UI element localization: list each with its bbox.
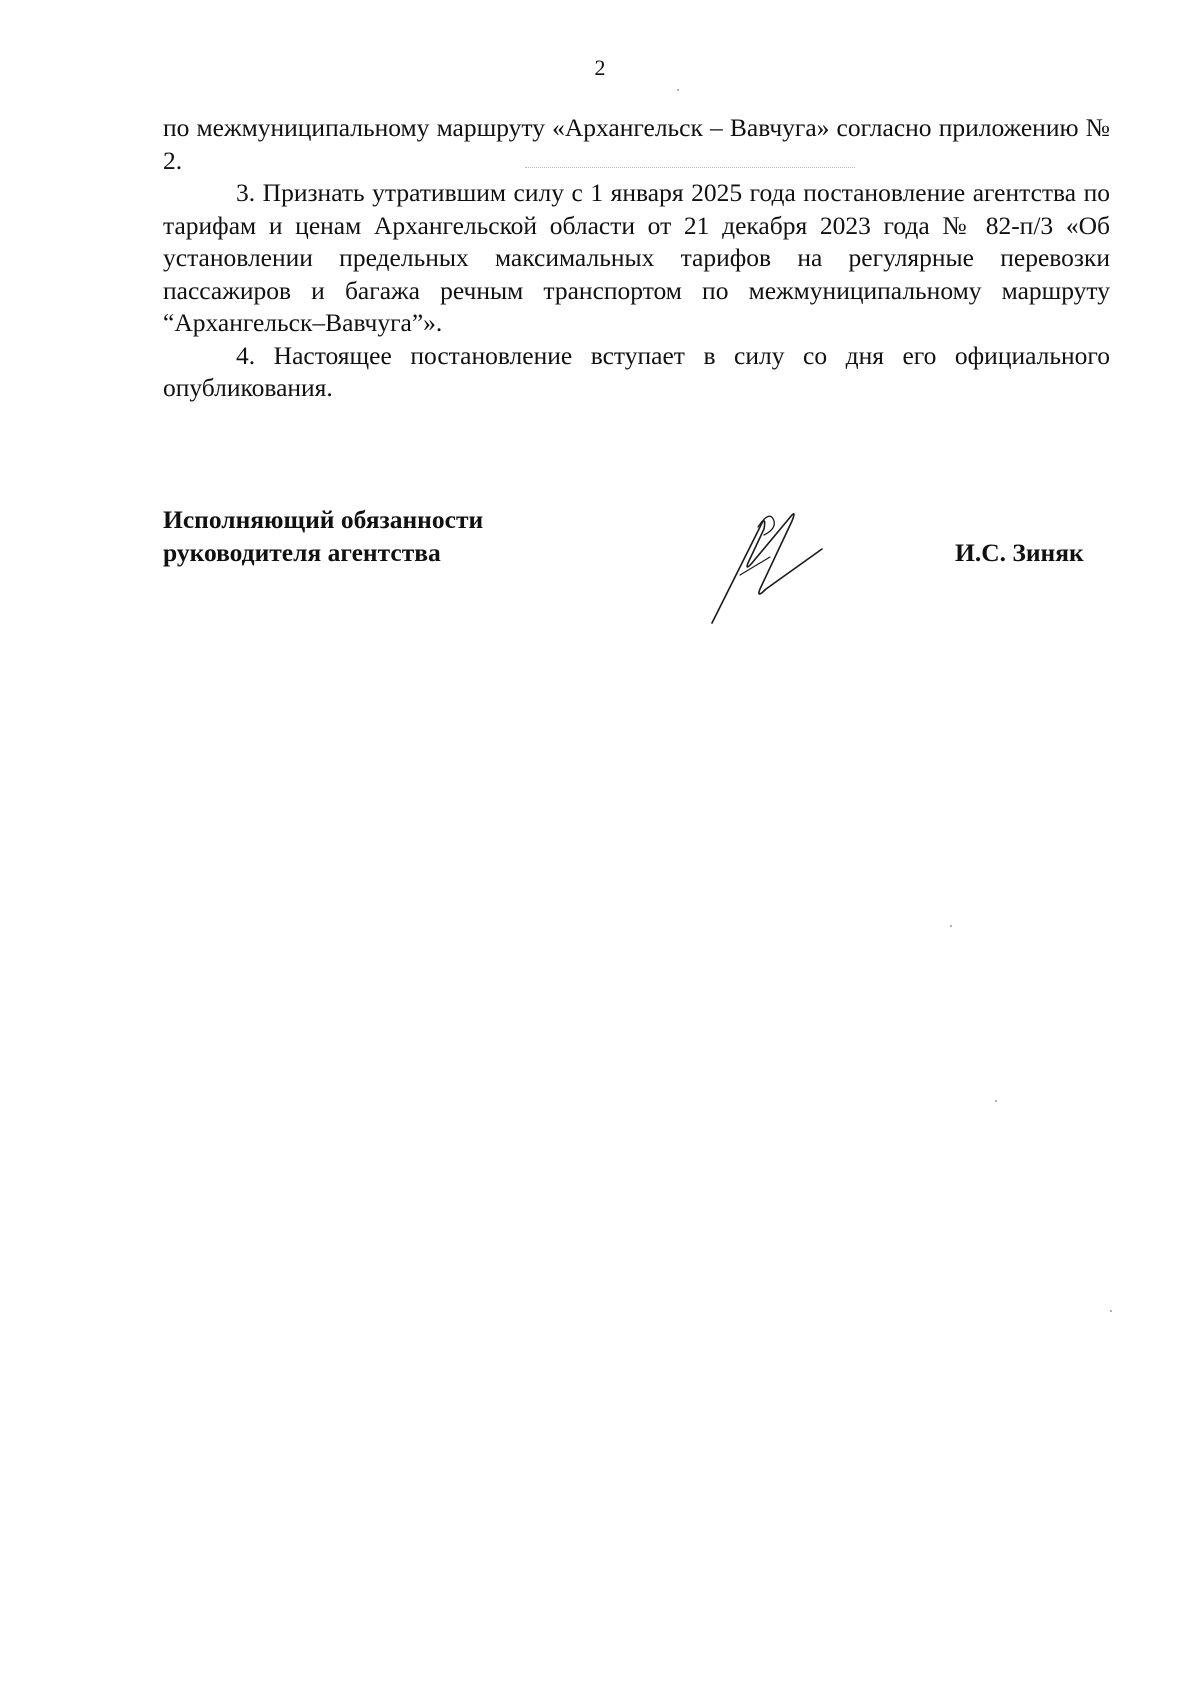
scan-speck	[995, 1100, 997, 1102]
paragraph-continuation: по межмуниципальному маршруту «Архангельск – Вавчуга» согласно приложению № 2.	[163, 113, 1110, 175]
scan-speck	[677, 89, 679, 91]
signer-title-line-1: Исполняющий обязанности	[163, 505, 484, 534]
document-body	[163, 112, 1110, 405]
scan-speck	[950, 925, 952, 927]
page-number: 2	[594, 55, 606, 80]
signer-title	[163, 503, 483, 569]
signer-name: И.С. Зиняк	[955, 538, 1084, 567]
paragraph-item-3: 3. Признать утратившим силу с 1 января 2025 года постановление агентства по тарифам и ценам Архангельской области от 21 декабря 2023 года № 82-п/3 «Об установлении предельных максимальных тарифов на регулярные перевозки пассажиров и багажа речным транспортом по межмуниципальному маршруту “Архангельск–Вавчуга”».	[163, 178, 1110, 337]
paragraph-item-4: 4. Настоящее постановление вступает в силу со дня его официального опубликования.	[163, 340, 1110, 402]
faint-scan-rule	[525, 167, 855, 168]
signer-title-line-2: руководителя агентства	[163, 538, 441, 567]
scan-speck	[1110, 1310, 1112, 1312]
handwritten-signature	[700, 505, 870, 635]
